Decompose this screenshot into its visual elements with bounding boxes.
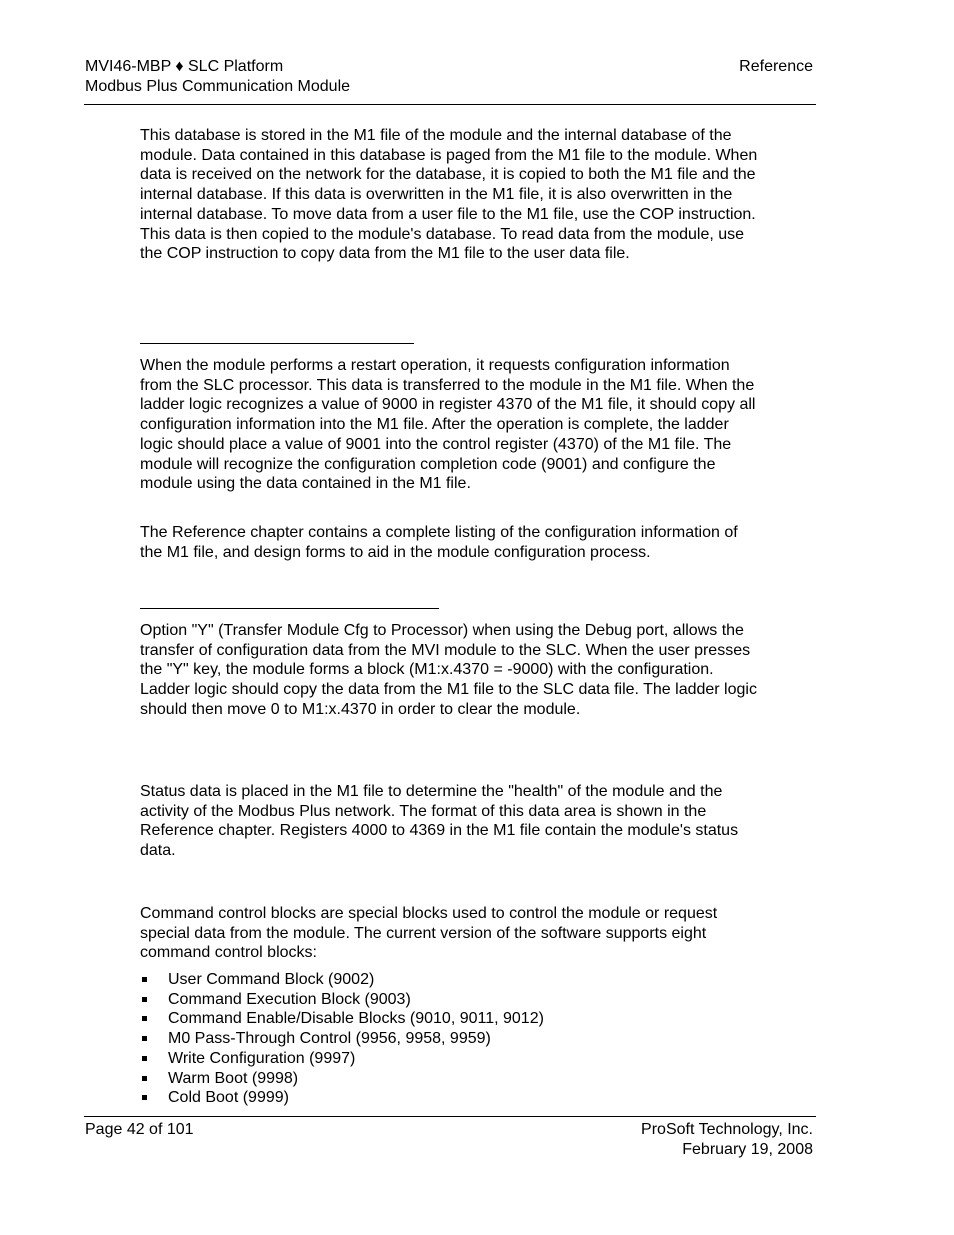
header-rule	[84, 104, 816, 105]
command-block-list	[140, 970, 544, 1108]
page-header-left	[85, 57, 350, 96]
header-module-name: Modbus Plus Communication Module	[85, 77, 351, 95]
paragraph-command-blocks: Command control blocks are special blocks used to control the module or request special data from the module. The current version of the software supports eight command control blocks:	[140, 905, 718, 962]
bullet-icon	[142, 1095, 147, 1100]
paragraph-database: This database is stored in the M1 file of the module and the internal database of the module. Data contained in this database is paged from the M1 file to the module. When data is received on the network for the database, it is copied to both the M1 file and the internal database. If this data is overwritten in the M1 file, it is also overwritten in the internal database. To move data from a user file to the M1 file, use the COP instruction. This data is then copied to the module's database. To read data from the module, use the COP instruction to copy data from the M1 file to the user data file.	[140, 127, 758, 263]
footer-rule	[84, 1116, 816, 1117]
bullet-icon	[142, 997, 147, 1002]
page-number: Page 42 of 101	[85, 1121, 194, 1138]
paragraph-restart: When the module performs a restart operation, it requests configuration information from the SLC processor. This data is transferred to the module in the M1 file. When the ladder logic recognizes a value of 9000 in register 4370 of the M1 file, it should copy all configuration information into the M1 file. After the operation is complete, the ladder logic should place a value of 9001 into the control register (4370) of the M1 file. The module will recognize the configuration completion code (9001) and configure the module using the data contained in the M1 file.	[140, 357, 756, 493]
list-item-label: Command Enable/Disable Blocks (9010, 9011, 9012)	[168, 1010, 544, 1028]
paragraph-status: Status data is placed in the M1 file to determine the "health" of the module and the activity of the Modbus Plus network. The format of this data area is shown in the Reference chapter. Registers 4000 to 4369 in the M1 file contain the module's status data.	[140, 783, 739, 860]
header-section: Reference	[739, 58, 813, 75]
list-item	[140, 1088, 544, 1108]
footer-company: ProSoft Technology, Inc.	[641, 1121, 813, 1138]
list-item-label: Cold Boot (9999)	[168, 1089, 289, 1107]
paragraph-option-y: Option "Y" (Transfer Module Cfg to Processor) when using the Debug port, allows the transfer of configuration data from the MVI module to the SLC. When the user presses the "Y" key, the module forms a block (M1:x.4370 = -9000) with the configuration. Ladder logic should copy the data from the M1 file to the SLC data file. The ladder logic should then move 0 to M1:x.4370 in order to clear the module.	[140, 622, 757, 718]
bullet-icon	[142, 1056, 147, 1061]
header-product-line: MVI46-MBP ♦ SLC Platform	[85, 58, 284, 75]
list-item-label: Warm Boot (9998)	[168, 1069, 299, 1087]
bullet-icon	[142, 1036, 147, 1041]
list-item	[140, 990, 544, 1010]
list-item-label: M0 Pass-Through Control (9956, 9958, 9959)	[168, 1030, 491, 1048]
list-item	[140, 970, 544, 990]
paragraph-reference: The Reference chapter contains a complete listing of the configuration information of the M1 file, and design forms to aid in the module configuration process.	[140, 524, 738, 561]
bullet-icon	[142, 1076, 147, 1081]
page-footer-right	[641, 1120, 813, 1159]
list-item-label: Command Execution Block (9003)	[168, 990, 411, 1008]
footer-date: February 19, 2008	[682, 1140, 813, 1158]
section-heading-rule	[140, 608, 439, 609]
list-item	[140, 1069, 544, 1089]
list-item-label: User Command Block (9002)	[168, 971, 375, 988]
bullet-icon	[142, 1016, 147, 1021]
list-item	[140, 1049, 544, 1069]
bullet-icon	[142, 977, 147, 982]
section-heading-rule	[140, 343, 414, 344]
list-item	[140, 1029, 544, 1049]
list-item-label: Write Configuration (9997)	[168, 1049, 356, 1067]
list-item	[140, 1009, 544, 1029]
